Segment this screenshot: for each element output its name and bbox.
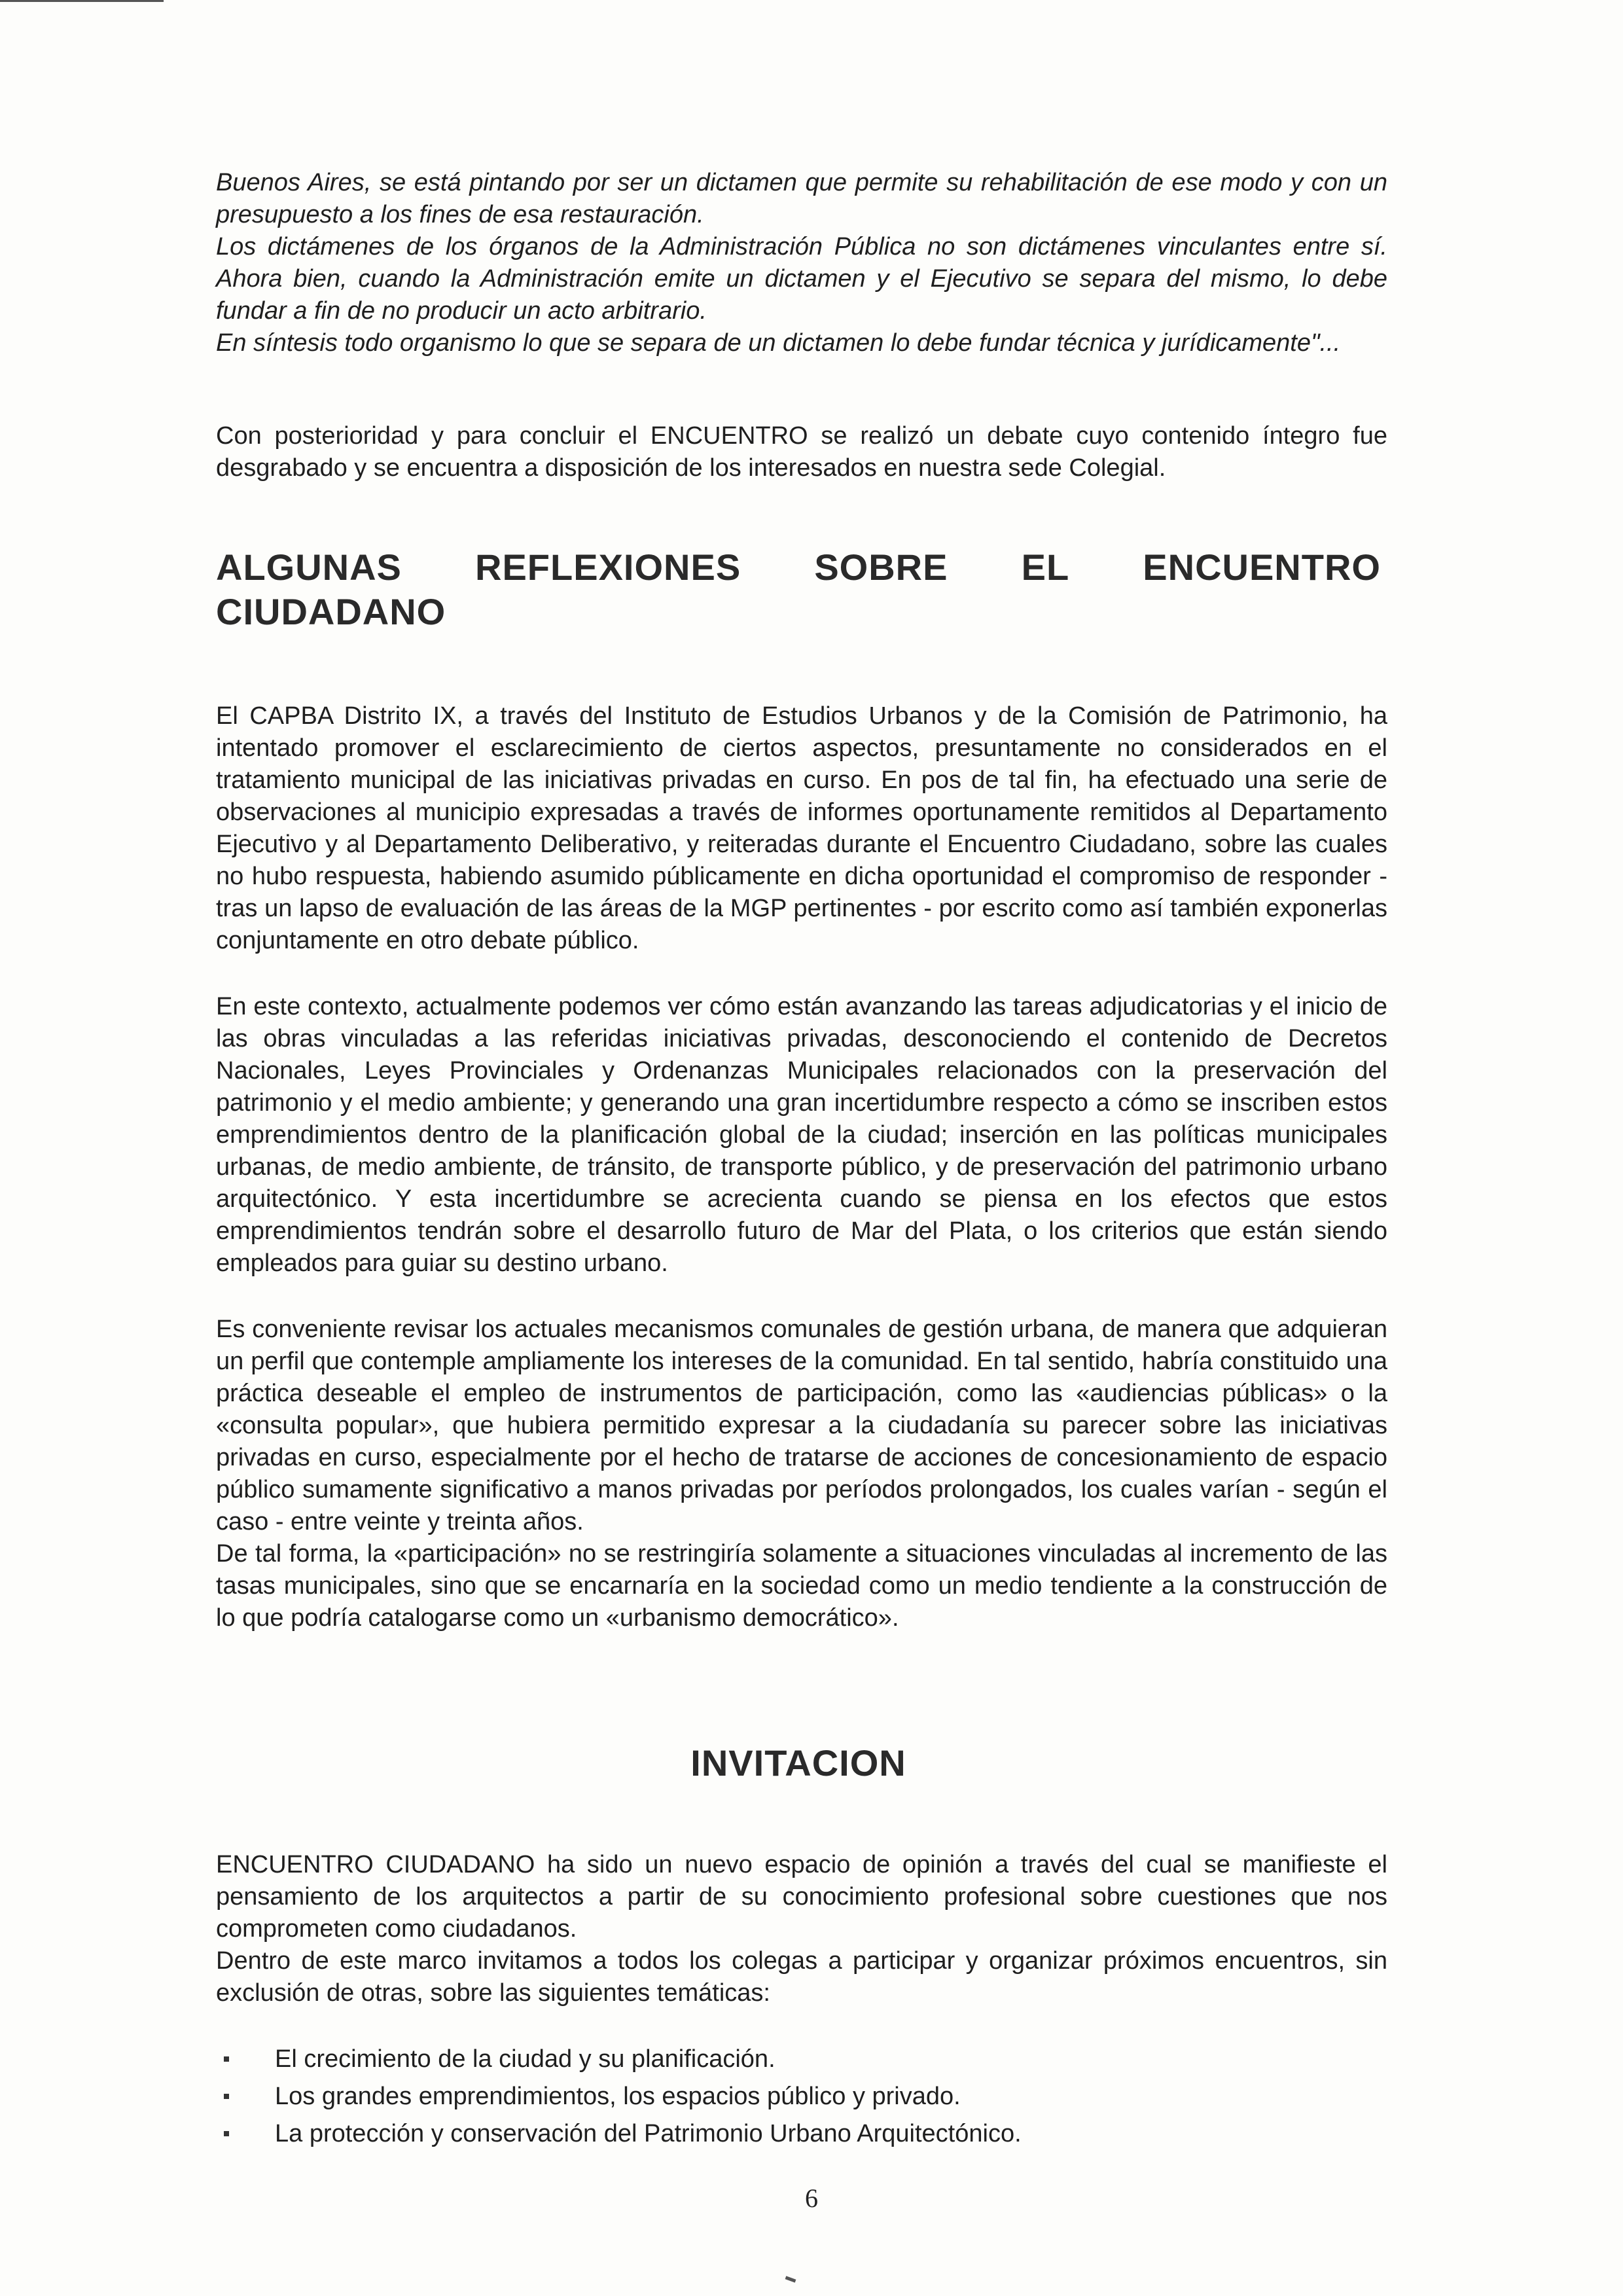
list-item — [216, 2081, 1387, 2113]
closing-paragraph-block — [216, 420, 1387, 484]
closing-paragraph: Con posterioridad y para concluir el ENCUENTRO se realizó un debate cuyo contenido íntegro fue desgrabado y se encuentra a disposición de los interesados en nuestra sede Colegial. — [216, 422, 1387, 482]
heading-word: ALGUNAS — [216, 547, 402, 588]
list-item-text: La protección y conservación del Patrimonio Urbano Arquitectónico. — [275, 2120, 1022, 2147]
section1-paragraph-2: En este contexto, actualmente podemos ver cómo están avanzando las tareas adjudicatorias y el inicio de las obras vinculadas a las referidas iniciativas privadas, desconociendo el contenido de Decretos Nacionales, Leyes Provinciales y Ordenanzas Municipales relacionados con la preservación del patrimonio y el medio ambiente; y generando una gran incertidumbre respecto a cómo se inscriben estos emprendimientos dentro de la planificación global de la ciudad; inserción en las políticas municipales urbanas, de medio ambiente, de tránsito, de transporte público, y de preservación del patrimonio urbano arquitectónico. Y esta incertidumbre se acrecienta cuando se piensa en los efectos que estos emprendimientos tendrán sobre el desarrollo futuro de Mar del Plata, o los criterios que están siendo empleados para guiar su destino urbano. — [216, 993, 1387, 1277]
scan-edge-line — [0, 0, 164, 2]
invitacion-title: INVITACION — [690, 1742, 906, 1784]
heading-word: EL — [1021, 547, 1070, 588]
bullet-icon — [224, 2056, 229, 2062]
quote-paragraph-2: Los dictámenes de los órganos de la Administración Pública no son dictámenes vinculantes entre sí. Ahora bien, cuando la Administración emite un dictamen y el Ejecutivo se separa del mismo, lo debe fundar a fin de no producir un acto arbitrario. — [216, 233, 1387, 325]
bullet-icon — [224, 2131, 229, 2136]
section2-paragraph-1: ENCUENTRO CIUDADANO ha sido un nuevo espacio de opinión a través del cual se manifieste el pensamiento de los arquitectos a partir de su conocimiento profesional sobre cuestiones que nos comprometen como ciudadanos. — [216, 1851, 1387, 1943]
list-item — [216, 2118, 1387, 2150]
section2-paragraph-2: Dentro de este marco invitamos a todos los colegas a participar y organizar próximos encuentros, sin exclusión de otras, sobre las siguientes temáticas: — [216, 1947, 1387, 2007]
list-item-text: Los grandes emprendimientos, los espacios público y privado. — [275, 2083, 961, 2110]
scan-mark — [785, 2276, 796, 2282]
heading-word: REFLEXIONES — [475, 547, 741, 588]
section-heading-reflexiones — [216, 545, 1381, 634]
heading-word: ENCUENTRO — [1143, 547, 1381, 588]
intro-quote — [216, 167, 1387, 359]
heading-line-2: CIUDADANO — [216, 591, 446, 632]
bullet-icon — [224, 2094, 229, 2099]
topic-list — [216, 2043, 1387, 2150]
section-heading-invitacion — [216, 1741, 1381, 1785]
heading-line-1 — [216, 545, 1381, 590]
section1-paragraph-3: Es conveniente revisar los actuales mecanismos comunales de gestión urbana, de manera que adquieran un perfil que contemple ampliamente los intereses de la comunidad. En tal sentido, habría constituido una práctica deseable el empleo de instrumentos de participación, como las «audiencias públicas» o la «consulta popular», que hubiera permitido expresar a la ciudadanía su parecer sobre las iniciativas privadas en curso, especialmente por el hecho de tratarse de acciones de concesionamiento de espacio público sumamente significativo a manos privadas por períodos prolongados, los cuales varían - según el caso - entre veinte y treinta años. — [216, 1316, 1387, 1535]
list-item-text: El crecimiento de la ciudad y su planificación. — [275, 2045, 776, 2073]
section1-paragraph-4: De tal forma, la «participación» no se restringiría solamente a situaciones vinculadas al incremento de las tasas municipales, sino que se encarnaría en la sociedad como un medio tendiente a la construcción de lo que podría catalogarse como un «urbanismo democrático». — [216, 1540, 1387, 1632]
section2-body — [216, 1849, 1387, 2155]
quote-paragraph-1: Buenos Aires, se está pintando por ser un dictamen que permite su rehabilitación de ese modo y con un presupuesto a los fines de esa restauración. — [216, 169, 1387, 228]
heading-word: SOBRE — [814, 547, 948, 588]
list-item — [216, 2043, 1387, 2075]
page-number: 6 — [805, 2183, 818, 2213]
section1-paragraph-1: El CAPBA Distrito IX, a través del Instituto de Estudios Urbanos y de la Comisión de Patrimonio, ha intentado promover el esclarecimiento de ciertos aspectos, presuntamente no considerados en el tratamiento municipal de las iniciativas privadas en curso. En pos de tal fin, ha efectuado una serie de observaciones al municipio expresadas a través de informes oportunamente remitidos al Departamento Ejecutivo y al Departamento Deliberativo, y reiteradas durante el Encuentro Ciudadano, sobre las cuales no hubo respuesta, habiendo asumido públicamente en dicha oportunidad el compromiso de responder - tras un lapso de evaluación de las áreas de la MGP pertinentes - por escrito como así también exponerlas conjuntamente en otro debate público. — [216, 702, 1387, 954]
section1-body — [216, 700, 1387, 1634]
quote-paragraph-3: En síntesis todo organismo lo que se separa de un dictamen lo debe fundar técnica y jurídicamente"... — [216, 329, 1341, 357]
